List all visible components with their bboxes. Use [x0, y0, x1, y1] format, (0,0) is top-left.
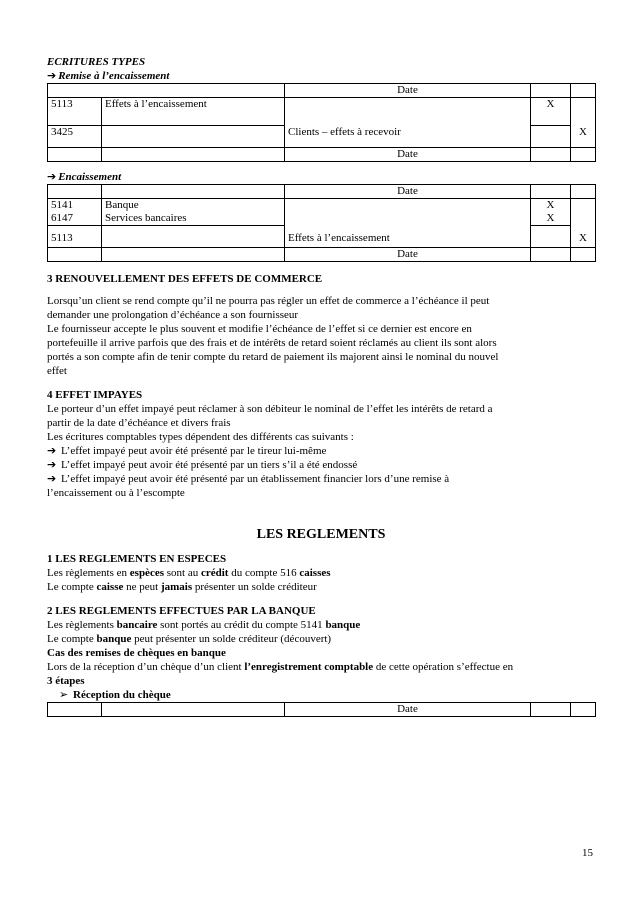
paragraph-line: Le compte banque peut présenter un solde créditeur (découvert) — [47, 633, 332, 645]
paragraph-line: Le compte caisse ne peut jamais présenter un solde créditeur — [47, 581, 317, 593]
section-heading-reglements-2: 2 LES REGLEMENTS EFFECTUES PAR LA BANQUE — [47, 605, 316, 617]
credit-mark: X — [571, 226, 596, 248]
chapter-title: LES REGLEMENTS — [256, 527, 386, 542]
journal-table-remise — [47, 83, 596, 162]
subheading-cheques: Cas des remises de chèques en banque — [47, 647, 226, 659]
account-labels: Banque Services bancaires — [102, 199, 285, 226]
section-title: ECRITURES TYPES — [47, 56, 146, 68]
arrow-right-icon: ➔ — [47, 170, 57, 183]
debit-marks: X X — [531, 199, 571, 226]
date-cell: Date — [285, 148, 531, 162]
journal-table-encaissement — [47, 184, 596, 262]
section4-paragraph: Le porteur d’un effet impayé peut réclamer à son débiteur le nominal de l’effet les intérêts de retard a partir de la date d’échéance et divers frais Les écritures comptables types dépendent des différents cas suivants : ➔ L’effet impayé peut avoir été présenté par le tireur lui-même ➔ L’effet impayé peut avoir été présenté par un tiers s’il a été endossé ➔ L’effet impayé peut avoir été présenté par un établissement financier lors d’une remise à l’encaissement ou à l’escompte — [47, 402, 595, 500]
paragraph-line: Les règlements en espèces sont au crédit du compte 516 caisses — [47, 567, 331, 579]
account-codes: 5141 6147 — [48, 199, 102, 226]
paragraph-line: Les règlements bancaire sont portés au crédit du compte 5141 banque — [47, 619, 361, 631]
account-code: 5113 — [48, 226, 102, 248]
arrow-right-icon: ➔ — [47, 458, 57, 471]
credit-mark: X — [571, 126, 596, 148]
list-item: ➢ Réception du chèque — [59, 688, 171, 701]
paragraph-line: Lors de la réception d’un chèque d’un client l’enregistrement comptable de cette opération s’effectue en — [47, 661, 514, 673]
list-item: ➔ L’effet impayé peut avoir été présenté par un établissement financier lors d’une remise à — [47, 472, 450, 485]
counter-account-label: Clients – effets à recevoir — [285, 126, 531, 148]
section-heading-reglements-1: 1 LES REGLEMENTS EN ESPECES — [47, 553, 227, 565]
section-heading-3: 3 RENOUVELLEMENT DES EFFETS DE COMMERCE — [47, 273, 323, 285]
section3-paragraph: Lorsqu’un client se rend compte qu’il ne pourra pas régler un effet de commerce a l’échéance il peut demander une prolongation d’échéance a son fournisseur Le fournisseur accepte le plus souvent et modifie l’échéance de l’effet si ce dernier est encore en portefeuille il arrive parfois que des frais et de intérêts de retard soient réclamés au client ils sont alors portés a son compte afin de tenir compte du retard de paiement ils majorent ainsi le nominal du nouvel effet — [47, 295, 499, 377]
page-number: 15 — [582, 847, 593, 859]
subheading-encaissement: ➔ Encaissement — [47, 170, 122, 183]
arrow-right-icon: ➔ — [47, 444, 57, 457]
counter-account-label: Effets à l’encaissement — [285, 226, 531, 248]
account-label: Effets à l’encaissement — [102, 98, 285, 126]
arrowhead-bullet-icon: ➢ — [59, 688, 69, 701]
debit-mark: X — [531, 98, 571, 126]
account-code: 5113 — [48, 98, 102, 126]
journal-table-cheque — [47, 702, 596, 717]
account-code: 3425 — [48, 126, 102, 148]
date-cell: Date — [285, 703, 531, 717]
date-cell: Date — [285, 248, 531, 262]
section-heading-4: 4 EFFET IMPAYES — [47, 389, 143, 401]
list-item: ➔ L’effet impayé peut avoir été présenté par le tireur lui-même — [47, 444, 327, 457]
list-item: ➔ L’effet impayé peut avoir été présenté par un tiers s’il a été endossé — [47, 458, 358, 471]
date-cell: Date — [285, 84, 531, 98]
page-content — [47, 55, 595, 717]
arrow-right-icon: ➔ — [47, 69, 57, 82]
subheading-remise: ➔ Remise à l’encaissement — [47, 69, 170, 82]
paragraph-line: 3 étapes — [47, 675, 85, 687]
date-cell: Date — [285, 185, 531, 199]
arrow-right-icon: ➔ — [47, 472, 57, 485]
